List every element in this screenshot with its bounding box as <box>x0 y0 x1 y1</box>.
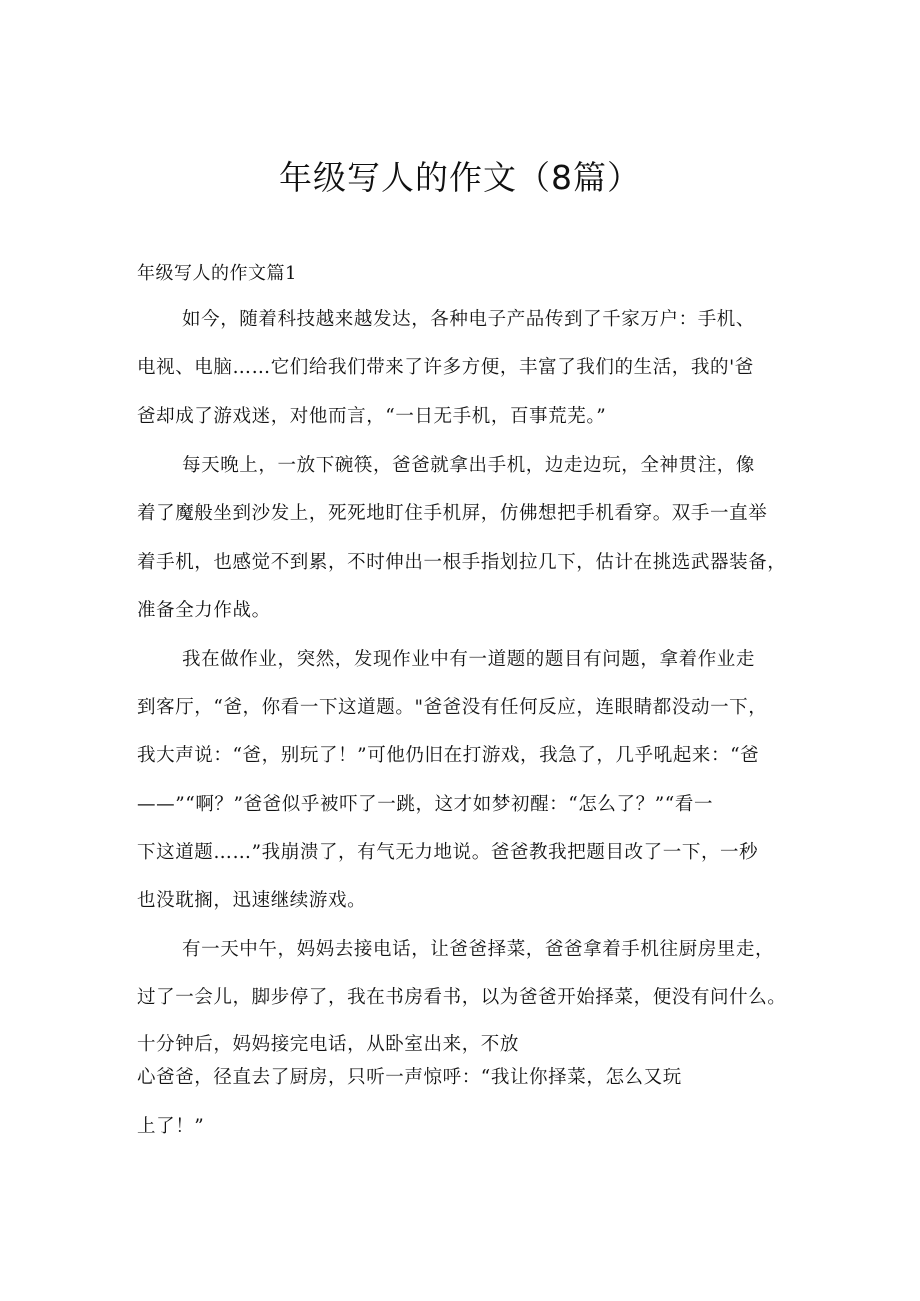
paragraph-4-line-5: 上了！” <box>137 1116 205 1137</box>
paragraph-3-line-4: ——”“啊？”爸爸似乎被吓了一跳，这才如梦初醒：“怎么了？”“看一 <box>137 794 714 815</box>
paragraph-1-line-1: 如今，随着科技越来越发达，各种电子产品传到了千家万户：手机、 <box>182 309 756 330</box>
document-title: 年级写人的作文（8篇） <box>279 158 641 197</box>
paragraph-3-line-6: 也没耽搁，迅速继续游戏。 <box>137 890 367 911</box>
paragraph-4-line-2: 过了一会儿，脚步停了，我在书房看书，以为爸爸开始择菜，便没有问什么。 <box>137 987 787 1008</box>
paragraph-4-line-1: 有一天中午，妈妈去接电话，让爸爸择菜，爸爸拿着手机往厨房里走， <box>182 939 775 960</box>
paragraph-1-line-2: 电视、电脑……它们给我们带来了许多方便，丰富了我们的生活，我的'爸 <box>137 357 754 378</box>
paragraph-2-line-1: 每天晚上，一放下碗筷，爸爸就拿出手机，边走边玩，全神贯注，像 <box>182 455 756 476</box>
paragraph-2-line-2: 着了魔般坐到沙发上，死死地盯住手机屏，仿佛想把手机看穿。双手一直举 <box>137 503 768 524</box>
paragraph-4-line-3: 十分钟后，妈妈接完电话，从卧室出来，不放 <box>137 1034 520 1055</box>
paragraph-2-line-3: 着手机，也感觉不到累，不时伸出一根手指划拉几下，估计在挑选武器装备， <box>137 552 787 573</box>
section-heading: 年级写人的作文篇1 <box>137 263 297 284</box>
paragraph-2-line-4: 准备全力作战。 <box>137 600 271 621</box>
paragraph-3-line-3: 我大声说：“爸，别玩了！”可他仍旧在打游戏，我急了，几乎吼起来：“爸 <box>137 745 760 766</box>
paragraph-1-line-3: 爸却成了游戏迷，对他而言，“一日无手机，百事荒芜。” <box>137 406 607 427</box>
paragraph-3-line-1: 我在做作业，突然，发现作业中有一道题的题目有问题，拿着作业走 <box>182 649 756 670</box>
paragraph-3-line-5: 下这道题……”我崩溃了，有气无力地说。爸爸教我把题目改了一下，一秒 <box>137 842 759 863</box>
paragraph-3-line-2: 到客厅，“爸，你看一下这道题。"爸爸没有任何反应，连眼睛都没动一下， <box>137 697 768 718</box>
paragraph-4-line-4: 心爸爸，径直去了厨房，只听一声惊呼：“我让你择菜，怎么又玩 <box>137 1067 682 1088</box>
